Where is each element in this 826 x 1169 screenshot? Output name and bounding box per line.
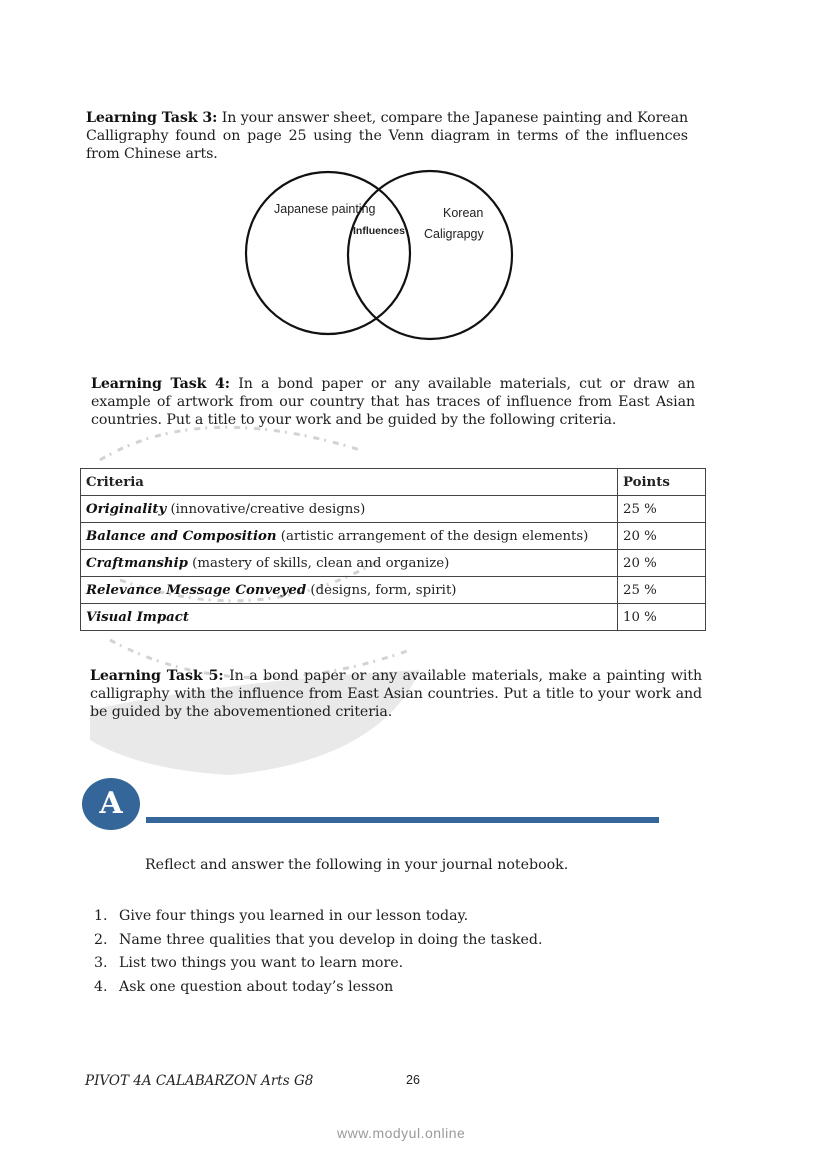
task3-text: In your answer sheet, compare the Japanese painting and Korean Calligraphy found on page 25 using the Venn diagram in terms of the influences from Chinese arts.: [86, 110, 688, 162]
points-cell: 20 %: [618, 550, 706, 577]
points-cell: 20 %: [618, 523, 706, 550]
criteria-name: Visual Impact: [86, 609, 190, 625]
item-text: List two things you want to learn more.: [119, 955, 404, 971]
reflect-instruction: Reflect and answer the following in your journal notebook.: [145, 857, 569, 873]
task4-text: In a bond paper or any available materials, cut or draw an example of artwork from our country that has traces of influence from East Asian countries. Put a title to your work and be guided by the following criteria.: [91, 376, 695, 428]
learning-task-5: [90, 667, 702, 721]
points-cell: 25 %: [618, 577, 706, 604]
criteria-name: Balance and Composition: [86, 528, 277, 544]
item-number: 4.: [94, 978, 108, 995]
learning-task-3: [86, 109, 688, 163]
venn-circle-japanese: [246, 172, 410, 334]
criteria-name: Craftmanship: [86, 555, 188, 571]
header-criteria: Criteria: [81, 469, 618, 496]
venn-circle-korean: [348, 171, 512, 339]
list-item: [94, 976, 542, 1000]
list-item: [94, 905, 542, 929]
item-text: Ask one question about today’s lesson: [119, 978, 394, 995]
task5-text: In a bond paper or any available materials, make a painting with calligraphy with the influence from East Asian countries. Put a title to your work and be guided by the abovementioned criteria.: [90, 668, 702, 720]
item-number: 2.: [94, 931, 108, 948]
header-points: Points: [618, 469, 706, 496]
criteria-name: Relevance Message Conveyed: [86, 582, 307, 598]
table-row: [81, 496, 706, 523]
criteria-desc: (innovative/creative designs): [166, 501, 366, 517]
criteria-cell: [81, 550, 618, 577]
table-row: [81, 523, 706, 550]
item-number: 1.: [94, 908, 108, 924]
list-item: [94, 929, 542, 953]
venn-label-korean: Korean: [443, 206, 484, 220]
venn-diagram: [240, 166, 520, 346]
footer-website[interactable]: www.modyul.online: [337, 1125, 466, 1141]
table-header-row: [81, 469, 706, 496]
criteria-cell: [81, 577, 618, 604]
criteria-table: [80, 468, 706, 631]
table-row: [81, 577, 706, 604]
learning-task-4: [91, 375, 695, 429]
criteria-name: Originality: [86, 501, 167, 517]
page-number: 26: [406, 1073, 420, 1087]
criteria-cell: [81, 496, 618, 523]
footer-title: PIVOT 4A CALABARZON Arts G8: [85, 1073, 314, 1089]
points-cell: 25 %: [618, 496, 706, 523]
section-badge: A: [82, 778, 140, 830]
section-divider: [146, 817, 659, 823]
list-item: [94, 952, 542, 976]
criteria-desc: (artistic arrangement of the design elements): [276, 528, 589, 544]
venn-label-japanese: Japanese painting: [274, 202, 376, 216]
criteria-cell: [81, 604, 618, 631]
criteria-desc: (designs, form, spirit): [306, 582, 457, 598]
item-text: Give four things you learned in our lesson today.: [119, 908, 469, 924]
criteria-cell: [81, 523, 618, 550]
task3-label: Learning Task 3:: [86, 110, 218, 126]
venn-label-calligraphy: Caligrapgy: [424, 227, 484, 241]
task5-label: Learning Task 5:: [90, 668, 224, 684]
item-number: 3.: [94, 955, 108, 971]
item-text: Name three qualities that you develop in doing the tasked.: [119, 931, 543, 948]
criteria-desc: (mastery of skills, clean and organize): [187, 555, 450, 571]
venn-label-influences: Influences: [353, 225, 405, 237]
reflection-questions: [94, 905, 542, 999]
table-row: [81, 550, 706, 577]
points-cell: 10 %: [618, 604, 706, 631]
table-row: [81, 604, 706, 631]
task4-label: Learning Task 4:: [91, 376, 230, 392]
